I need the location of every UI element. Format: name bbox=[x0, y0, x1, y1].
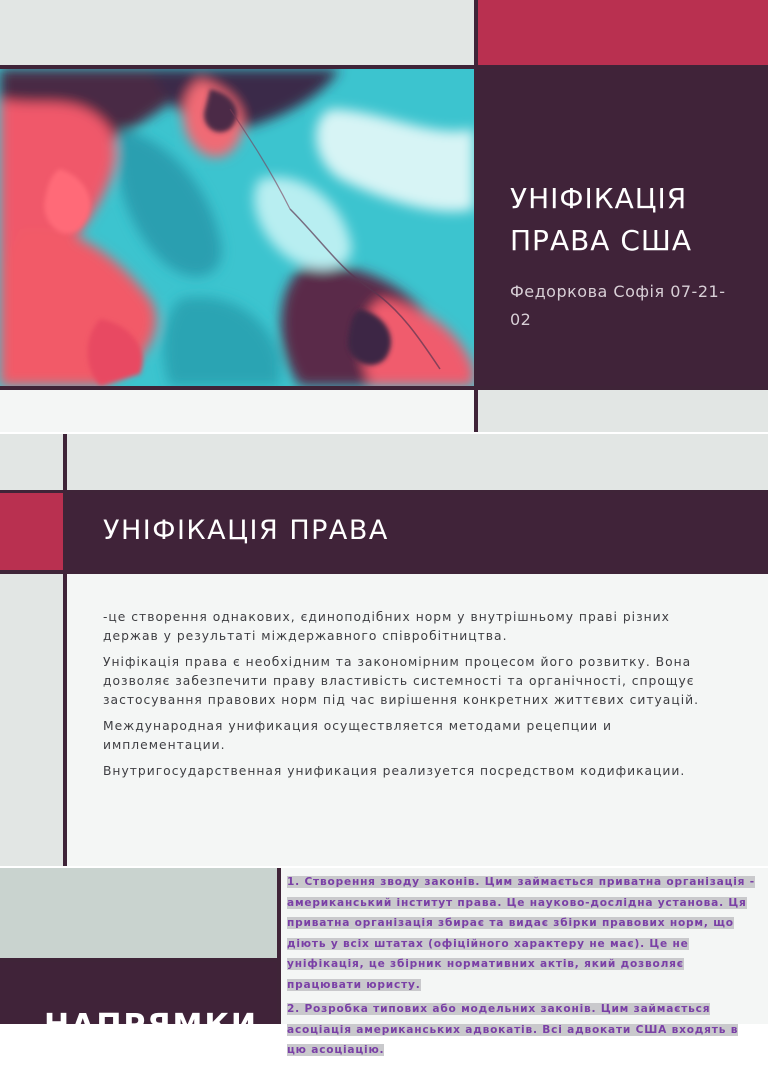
slide2-corner-block bbox=[0, 434, 63, 490]
slide2-body bbox=[103, 608, 703, 788]
highlighted-text: 1. Створення зводу законів. Цим займається приватна організація - американський інститут права. Це науково-дослідна установа. Ця приватна організація збирає та видає збірки правових норм, що діють у всіх штатах (офіційного характеру не має). Це не уніфікація, це збірник нормативних актів, який дозволяє працювати юристу. bbox=[287, 876, 755, 991]
divider-line bbox=[277, 868, 281, 1024]
body-paragraph: Внутригосударственная унификация реализуется посредством кодификации. bbox=[103, 764, 686, 778]
list-item bbox=[287, 999, 757, 1061]
divider-line bbox=[0, 570, 768, 574]
slide3-list bbox=[287, 872, 757, 1065]
presentation-title bbox=[510, 178, 750, 262]
author-subtitle bbox=[510, 278, 750, 334]
slide1-top-gray-block bbox=[0, 0, 474, 65]
slide2-top-band bbox=[67, 434, 768, 490]
divider-line bbox=[474, 0, 478, 432]
slide3-left-block bbox=[0, 868, 277, 960]
slide2-left-column bbox=[0, 574, 63, 866]
divider-line bbox=[63, 434, 67, 866]
body-paragraph: Уніфікація права є необхідним та закономірним процесом його розвитку. Вона дозволяє забезпечити праву властивість системності та органічності, спрощує застосування правових норм під час вирішення конкретних життєвих ситуацій. bbox=[103, 655, 700, 707]
slide1-bottom-gray-block bbox=[478, 390, 768, 432]
abstract-marble-image bbox=[0, 69, 474, 386]
highlighted-text: 2. Розробка типових або модельних законів. Цим займається асоціація американських адвокатів. Всі адвокати США входять в цю асоціацію. bbox=[287, 1003, 739, 1056]
slide1-top-red-block bbox=[478, 0, 768, 65]
subtitle-line-1: Федоркова Софія 07-21- bbox=[510, 282, 726, 301]
title-line-2: ПРАВА США bbox=[510, 224, 693, 257]
slide3-heading: НАПРЯМКИ bbox=[44, 1008, 259, 1043]
slide2-red-block bbox=[0, 493, 63, 570]
body-paragraph: -це створення однакових, єдиноподібних норм у внутрішньому праві різних держав у результаті міждержавного співробітництва. bbox=[103, 610, 670, 643]
divider-line bbox=[0, 490, 768, 493]
body-paragraph: Международная унификация осуществляется методами рецепции и имплементации. bbox=[103, 719, 613, 752]
slide1-bottom-block bbox=[0, 390, 474, 432]
title-line-1: УНІФІКАЦІЯ bbox=[510, 182, 688, 215]
subtitle-line-2: 02 bbox=[510, 310, 532, 329]
list-item bbox=[287, 872, 757, 995]
slide2-title: УНІФІКАЦІЯ ПРАВА bbox=[103, 515, 389, 546]
divider-line bbox=[0, 65, 768, 69]
